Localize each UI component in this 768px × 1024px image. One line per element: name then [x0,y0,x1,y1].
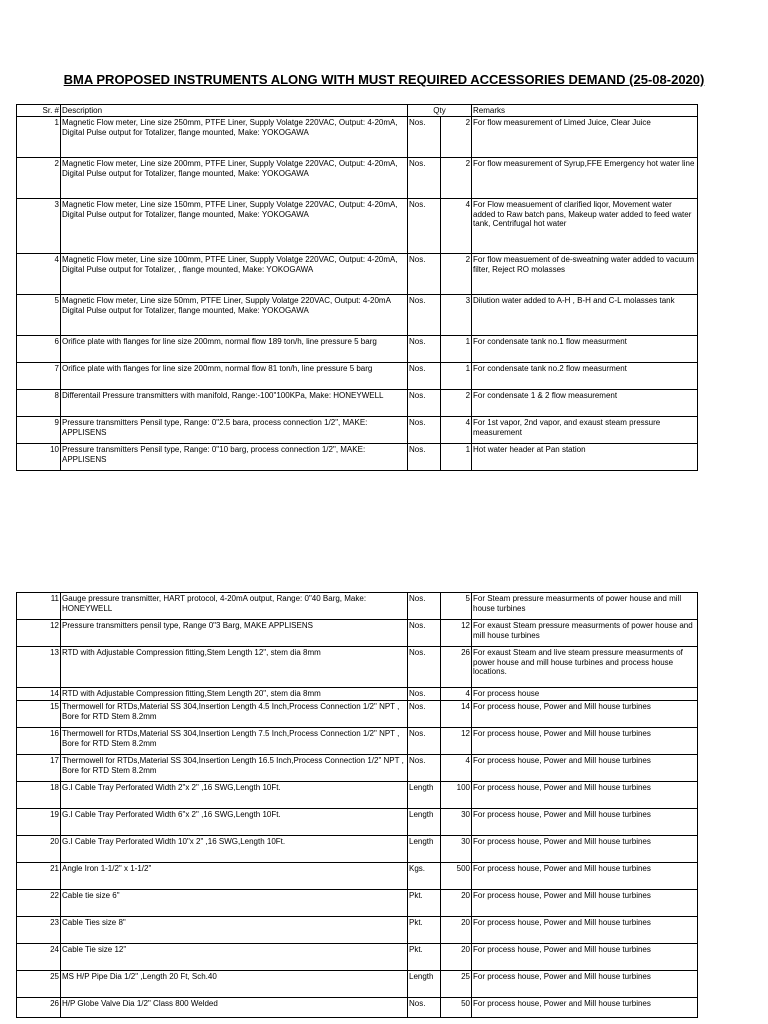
row-sr: 26 [17,998,61,1018]
row-unit: Nos. [408,390,441,417]
row-unit: Nos. [408,620,441,647]
row-unit: Nos. [408,998,441,1018]
table-row [17,755,698,782]
row-unit: Nos. [408,444,441,471]
row-qty: 1 [441,444,472,471]
row-qty: 2 [441,390,472,417]
row-qty: 50 [441,998,472,1018]
row-description: Magnetic Flow meter, Line size 200mm, PTFE Liner, Supply Volatge 220VAC, Output: 4-20mA, Digital Pulse output for Totalizer, flange mounted, Make: YOKOGAWA [61,158,408,199]
row-description: Gauge pressure transmitter, HART protocol, 4-20mA output, Range: 0"40 Barg, Make: HONEYWELL [61,593,408,620]
header-description: Description [61,105,408,117]
table-row [17,971,698,998]
row-sr: 12 [17,620,61,647]
table-row [17,890,698,917]
header-sr: Sr. # [17,105,61,117]
row-sr: 25 [17,971,61,998]
row-description: Magnetic Flow meter, Line size 250mm, PTFE Liner, Supply Volatge 220VAC, Output: 4-20mA, Digital Pulse output for Totalizer, flange mounted, Make: YOKOGAWA [61,117,408,158]
row-sr: 23 [17,917,61,944]
table-row [17,836,698,863]
row-unit: Nos. [408,363,441,390]
row-qty: 30 [441,809,472,836]
row-description: Pressure transmitters pensil type, Range 0"3 Barg, MAKE APPLISENS [61,620,408,647]
table-row [17,444,698,471]
row-description: RTD with Adjustable Compression fitting,Stem Length 12", stem dia 8mm [61,647,408,688]
table-row [17,417,698,444]
row-sr: 16 [17,728,61,755]
row-sr: 11 [17,593,61,620]
row-sr: 19 [17,809,61,836]
document-title-text: BMA PROPOSED INSTRUMENTS ALONG WITH MUST REQUIRED ACCESSORIES DEMAND (25-08-2020) [63,72,705,87]
row-remarks: Hot water header at Pan station [472,444,698,471]
row-description: G.I Cable Tray Perforated Width 2"x 2" ,16 SWG,Length 10Ft. [61,782,408,809]
header-qty: Qty [408,105,472,117]
row-remarks: For flow measuement of de-sweatning water added to vacuum filter, Reject RO molasses [472,254,698,295]
table-row [17,944,698,971]
row-unit: Nos. [408,254,441,295]
row-description: MS H/P Pipe Dia 1/2" ,Length 20 Ft, Sch.40 [61,971,408,998]
row-unit: Nos. [408,593,441,620]
row-qty: 25 [441,971,472,998]
row-qty: 20 [441,890,472,917]
row-remarks: For process house, Power and Mill house turbines [472,809,698,836]
table-row [17,117,698,158]
row-remarks: Dilution water added to A-H , B-H and C-L molasses tank [472,295,698,336]
row-description: Cable tie size 6" [61,890,408,917]
row-unit: Length [408,782,441,809]
row-qty: 1 [441,336,472,363]
row-description: Orifice plate with flanges for line size 200mm, normal flow 81 ton/h, line pressure 5 barg [61,363,408,390]
row-remarks: For process house, Power and Mill house turbines [472,998,698,1018]
table-row [17,701,698,728]
row-remarks: For process house, Power and Mill house turbines [472,701,698,728]
row-description: RTD with Adjustable Compression fitting,Stem Length 20", stem dia 8mm [61,688,408,701]
table-row [17,199,698,254]
table-row [17,363,698,390]
row-unit: Nos. [408,117,441,158]
row-qty: 4 [441,688,472,701]
table-row [17,254,698,295]
row-remarks: For Steam pressure measurments of power house and mill house turbines [472,593,698,620]
table-row [17,998,698,1018]
row-remarks: For process house, Power and Mill house turbines [472,836,698,863]
row-qty: 500 [441,863,472,890]
row-unit: Nos. [408,295,441,336]
row-description: Magnetic Flow meter, Line size 150mm, PTFE Liner, Supply Volatge 220VAC, Output: 4-20mA, Digital Pulse output for Totalizer, flange mounted, Make: YOKOGAWA [61,199,408,254]
row-unit: Pkt. [408,944,441,971]
table-row [17,390,698,417]
row-qty: 1 [441,363,472,390]
row-description: Cable Tie size 12" [61,944,408,971]
row-description: Differentail Pressure transmitters with manifold, Range:-100"100KPa, Make: HONEYWELL [61,390,408,417]
row-sr: 8 [17,390,61,417]
row-unit: Nos. [408,417,441,444]
row-remarks: For exaust Steam pressure measurments of power house and mill house turbines [472,620,698,647]
row-remarks: For process house, Power and Mill house turbines [472,728,698,755]
table-row [17,688,698,701]
row-remarks: For flow measurement of Syrup,FFE Emergency hot water line [472,158,698,199]
row-qty: 2 [441,158,472,199]
row-description: H/P Globe Valve Dia 1/2" Class 800 Welded [61,998,408,1018]
row-qty: 30 [441,836,472,863]
row-sr: 1 [17,117,61,158]
row-description: Thermowell for RTDs,Material SS 304,Insertion Length 4.5 Inch,Process Connection 1/2" NPT , Bore for RTD Stem 8.2mm [61,701,408,728]
instruments-table-2 [16,592,698,1018]
row-remarks: For condensate 1 & 2 flow measurement [472,390,698,417]
table-row [17,782,698,809]
row-sr: 21 [17,863,61,890]
row-unit: Nos. [408,688,441,701]
row-description: Thermowell for RTDs,Material SS 304,Insertion Length 16.5 Inch,Process Connection 1/2" NPT , Bore for RTD Stem 8.2mm [61,755,408,782]
table-row [17,917,698,944]
table-row [17,647,698,688]
row-remarks: For exaust Steam and live steam pressure measurments of power house and mill house turbines and process house locations. [472,647,698,688]
row-remarks: For process house, Power and Mill house turbines [472,971,698,998]
table-row [17,728,698,755]
table-row [17,593,698,620]
row-sr: 10 [17,444,61,471]
row-unit: Nos. [408,199,441,254]
row-description: Pressure transmitters Pensil type, Range: 0"2.5 bara, process connection 1/2", MAKE: APPLISENS [61,417,408,444]
row-description: Thermowell for RTDs,Material SS 304,Insertion Length 7.5 Inch,Process Connection 1/2" NPT , Bore for RTD Stem 8.2mm [61,728,408,755]
row-qty: 2 [441,254,472,295]
instruments-table-1 [16,104,698,471]
row-unit: Nos. [408,647,441,688]
row-description: Pressure transmitters Pensil type, Range: 0"10 barg, process connection 1/2", MAKE: APPLISENS [61,444,408,471]
row-description: Magnetic Flow meter, Line size 100mm, PTFE Liner, Supply Volatge 220VAC, Output: 4-20mA, Digital Pulse output for Totalizer, , flange mounted, Make: YOKOGAWA [61,254,408,295]
row-sr: 3 [17,199,61,254]
row-qty: 20 [441,944,472,971]
row-qty: 12 [441,620,472,647]
row-qty: 3 [441,295,472,336]
table-header-row [17,105,698,117]
row-remarks: For process house, Power and Mill house turbines [472,782,698,809]
row-remarks: For process house, Power and Mill house turbines [472,863,698,890]
row-sr: 22 [17,890,61,917]
row-qty: 20 [441,917,472,944]
row-sr: 20 [17,836,61,863]
row-unit: Pkt. [408,917,441,944]
table-row [17,336,698,363]
row-qty: 100 [441,782,472,809]
row-unit: Pkt. [408,890,441,917]
row-qty: 5 [441,593,472,620]
row-sr: 9 [17,417,61,444]
row-qty: 14 [441,701,472,728]
row-unit: Length [408,809,441,836]
row-unit: Kgs. [408,863,441,890]
row-remarks: For Flow measuement of clarified liqor, Movement water added to Raw batch pans, Makeup water added to feed water tank, Centrifugal hot water [472,199,698,254]
table-row [17,295,698,336]
row-qty: 2 [441,117,472,158]
row-sr: 5 [17,295,61,336]
row-remarks: For process house [472,688,698,701]
row-unit: Nos. [408,755,441,782]
row-remarks: For process house, Power and Mill house turbines [472,755,698,782]
row-description: G.I Cable Tray Perforated Width 10"x 2" ,16 SWG,Length 10Ft. [61,836,408,863]
header-remarks: Remarks [472,105,698,117]
row-description: Cable Ties size 8" [61,917,408,944]
row-description: Orifice plate with flanges for line size 200mm, normal flow 189 ton/h, line pressure 5 barg [61,336,408,363]
table-row [17,809,698,836]
row-sr: 15 [17,701,61,728]
document-title [0,72,768,87]
row-qty: 26 [441,647,472,688]
row-remarks: For process house, Power and Mill house turbines [472,890,698,917]
row-qty: 4 [441,755,472,782]
row-remarks: For process house, Power and Mill house turbines [472,944,698,971]
row-sr: 2 [17,158,61,199]
row-unit: Nos. [408,728,441,755]
row-description: G.I Cable Tray Perforated Width 6"x 2" ,16 SWG,Length 10Ft. [61,809,408,836]
table-row [17,863,698,890]
row-qty: 12 [441,728,472,755]
row-unit: Nos. [408,336,441,363]
row-sr: 7 [17,363,61,390]
row-description: Angle Iron 1-1/2" x 1-1/2" [61,863,408,890]
row-remarks: For process house, Power and Mill house turbines [472,917,698,944]
row-unit: Length [408,836,441,863]
row-remarks: For flow measurement of Limed Juice, Clear Juice [472,117,698,158]
row-qty: 4 [441,199,472,254]
row-remarks: For condensate tank no.1 flow measurment [472,336,698,363]
row-sr: 14 [17,688,61,701]
row-sr: 18 [17,782,61,809]
row-unit: Nos. [408,158,441,199]
row-qty: 4 [441,417,472,444]
row-sr: 6 [17,336,61,363]
row-remarks: For condensate tank no.2 flow measurment [472,363,698,390]
row-sr: 24 [17,944,61,971]
row-sr: 17 [17,755,61,782]
row-unit: Nos. [408,701,441,728]
row-sr: 4 [17,254,61,295]
row-sr: 13 [17,647,61,688]
row-description: Magnetic Flow meter, Line size 50mm, PTFE Liner, Supply Volatge 220VAC, Output: 4-20mA Digital Pulse output for Totalizer, flange mounted, Make: YOKOGAWA [61,295,408,336]
table-row [17,158,698,199]
row-unit: Length [408,971,441,998]
table-row [17,620,698,647]
row-remarks: For 1st vapor, 2nd vapor, and exaust steam pressure measurement [472,417,698,444]
